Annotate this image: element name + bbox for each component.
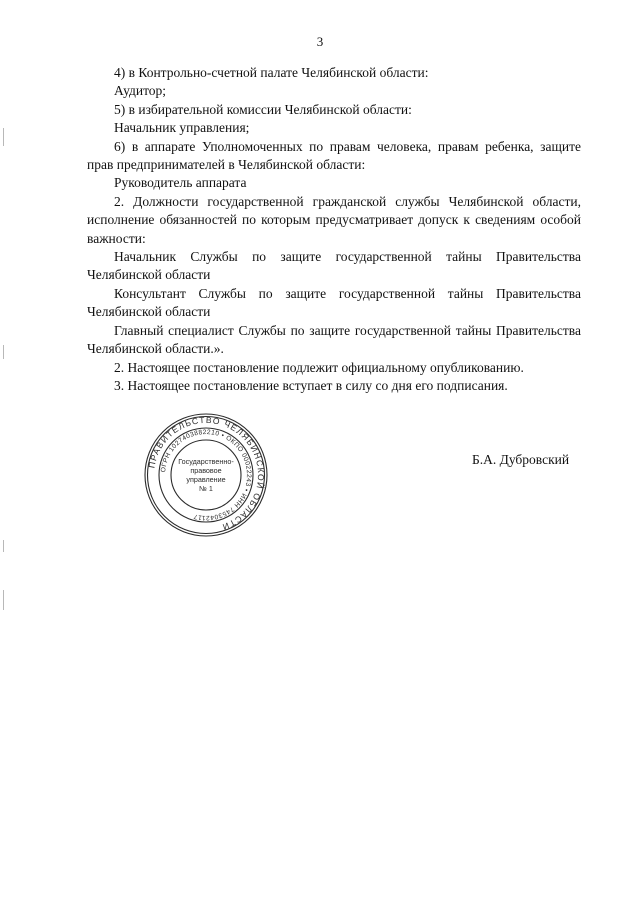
paragraph: Начальник управления; (114, 120, 250, 136)
paragraph: 3. Настоящее постановление вступает в силу со дня его подписания. (114, 377, 508, 393)
page-number: 3 (316, 34, 324, 49)
official-seal (143, 412, 269, 538)
paragraph: Руководитель аппарата (114, 175, 247, 191)
seal-center-line: Государственно- (178, 457, 234, 466)
scan-edge-mark (3, 540, 4, 552)
paragraph: 6) в аппарате Уполномоченных по правам человека, правам ребенка, защите прав предпринимателей в Челябинской области: (87, 138, 581, 173)
seal-inner-text: ОГРН 1027403882210 • ОКПО 00022243 • ИНН 7453042117 (160, 428, 253, 522)
signatory-name: Б.А. Дубровский (472, 452, 570, 467)
document-body (87, 64, 581, 395)
paragraph: Аудитор; (114, 83, 167, 99)
scan-edge-mark (3, 590, 4, 610)
paragraph: 4) в Контрольно-счетной палате Челябинской области: (114, 65, 429, 80)
paragraph: 2. Должности государственной гражданской службы Челябинской области, исполнение обязанностей по которым предусматривает допуск к сведениям особой важности: (87, 193, 581, 246)
paragraph: Начальник Службы по защите государственной тайны Правительства Челябинской области (87, 249, 581, 283)
seal-center-line: правовое (190, 466, 222, 475)
paragraph: Главный специалист Службы по защите государственной тайны Правительства Челябинской области.». (87, 322, 581, 357)
scan-edge-mark (3, 345, 4, 359)
seal-outer-text: ПРАВИТЕЛЬСТВО ЧЕЛЯБИНСКОЙ ОБЛАСТИ (146, 414, 267, 533)
seal-center-line: № 1 (199, 484, 213, 493)
seal-center-line: управление (186, 475, 226, 484)
paragraph: 5) в избирательной комиссии Челябинской области: (114, 101, 412, 117)
paragraph: Консультант Службы по защите государственной тайны Правительства Челябинской области (87, 285, 581, 320)
paragraph: 2. Настоящее постановление подлежит официальному опубликованию. (114, 359, 524, 375)
scan-edge-mark (3, 128, 4, 146)
